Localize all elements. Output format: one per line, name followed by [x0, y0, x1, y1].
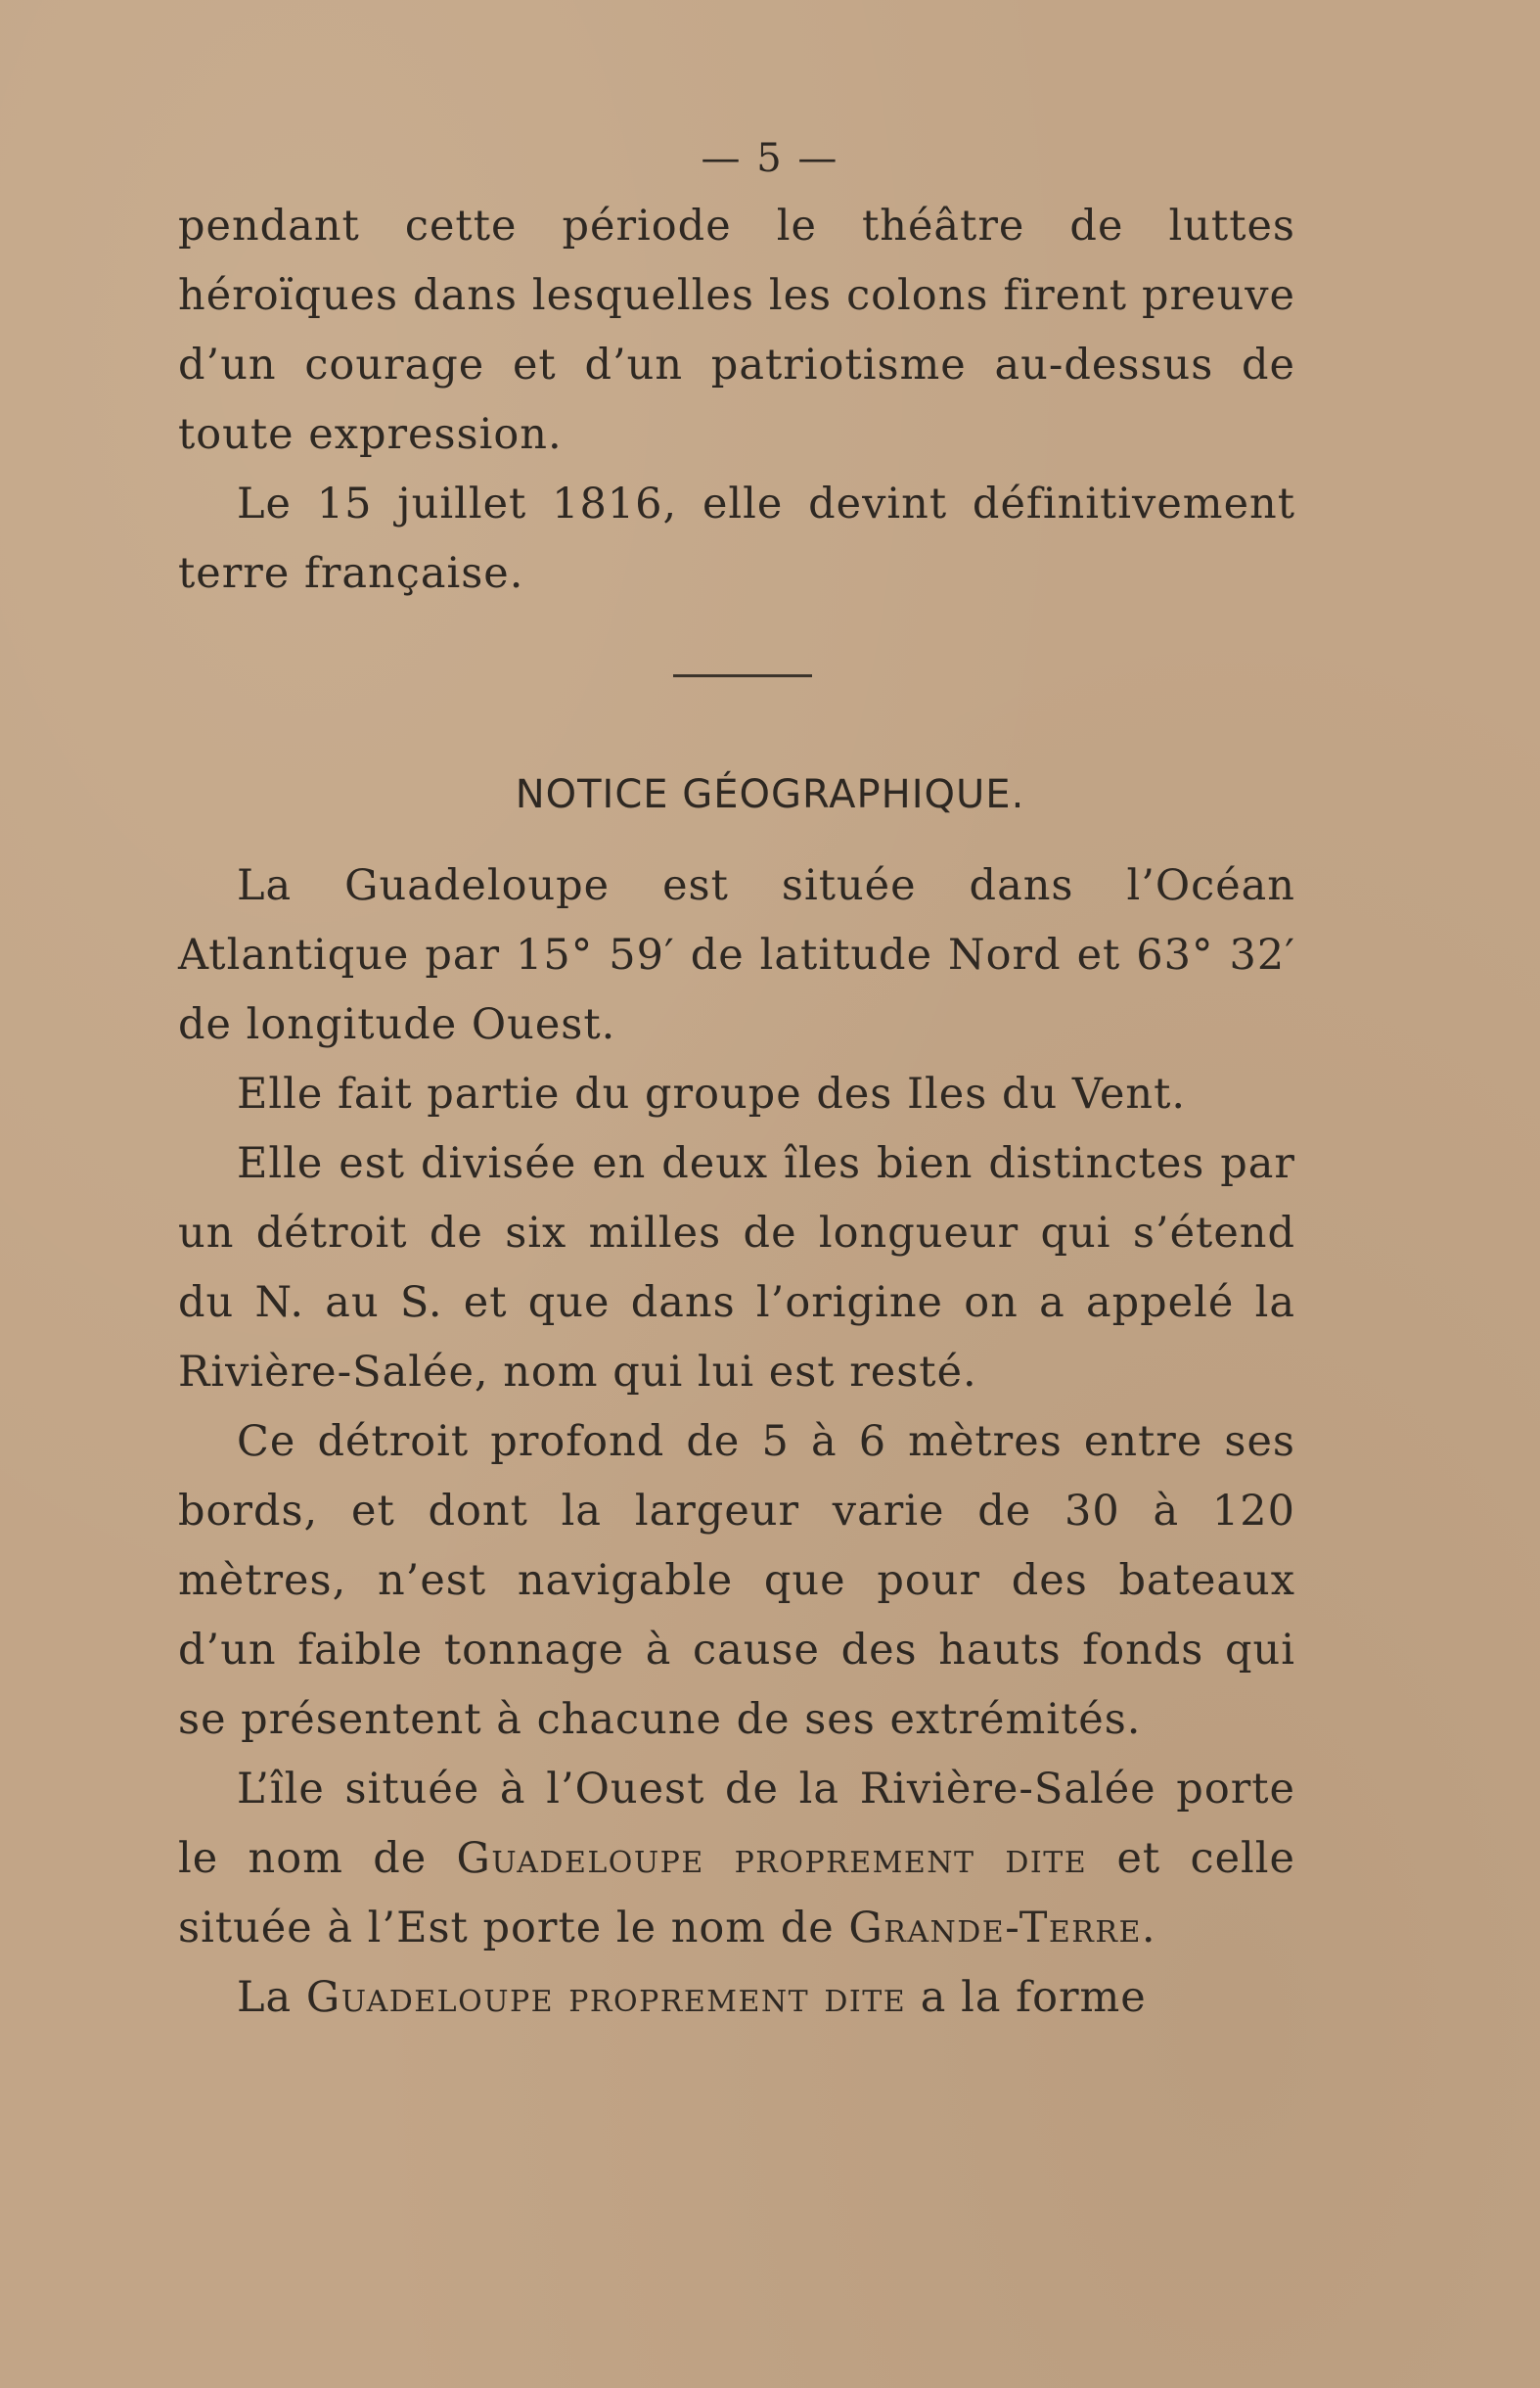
geography-text [178, 851, 1295, 2033]
text-run: L’île située à l’Ouest de la Rivière-Salée porte le nom de [178, 1765, 1295, 1883]
section-heading: NOTICE GÉOGRAPHIQUE. [515, 772, 1025, 817]
paragraph-shape [178, 1963, 1295, 2033]
section-divider [673, 674, 812, 677]
paragraph-group: Elle fait partie du groupe des Iles du Vent. [237, 1070, 1187, 1119]
text-run: et celle située à l’Est porte le nom de [178, 1834, 1296, 1952]
island-name: Guadeloupe proprement dite [456, 1834, 1088, 1883]
text-run: La [237, 1973, 306, 2022]
text-run: . [1141, 1904, 1156, 1952]
paragraph-division: Elle est divisée en deux îles bien distinctes par un détroit de six milles de longueur qui s’étend du N. au S. et que dans l’origine on a appelé la Rivière-Salée, nom qui lui est resté. [178, 1139, 1295, 1397]
island-name: Grande-Terre [848, 1904, 1142, 1952]
paragraph-1816: Le 15 juillet 1816, elle devint définitivement terre française. [178, 480, 1295, 598]
paragraph-islands [178, 1755, 1295, 1963]
paragraph-strait: Ce détroit profond de 5 à 6 mètres entre ses bords, et dont la largeur varie de 30 à 120 mètres, n’est navigable que pour des bateaux d’un faible tonnage à cause des hauts fonds qui se présentent à chacune de ses extrémités. [178, 1417, 1295, 1744]
paragraph-location: La Guadeloupe est située dans l’Océan Atlantique par 15° 59′ de latitude Nord et 63° 32′ de longitude Ouest. [178, 861, 1295, 1049]
opening-text [178, 192, 1295, 609]
text-run: a la forme [906, 1973, 1147, 2022]
paragraph-continuation: pendant cette période le théâtre de luttes héroïques dans lesquelles les colons firent preuve d’un courage et d’un patriotisme au-dessus de toute expression. [178, 202, 1295, 459]
island-name: Guadeloupe proprement dite [305, 1973, 907, 2022]
page-number: — 5 — [701, 136, 839, 181]
